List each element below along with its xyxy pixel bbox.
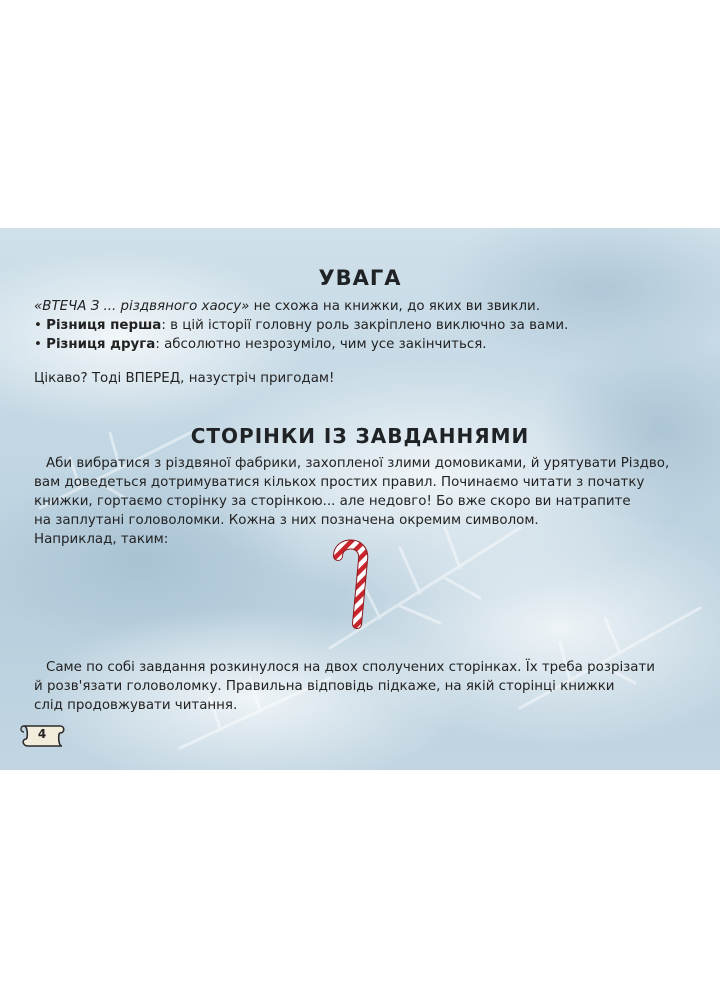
page-number: 4 <box>37 727 47 741</box>
paragraph-line: книжки, гортаємо сторінку за сторінкою... але недовго! Бо вже скоро ви натрапите <box>34 494 631 509</box>
paragraph-line: вам доведеться дотримуватися кількох простих правил. Починаємо читати з початку <box>34 475 645 490</box>
paragraph-line: Саме по собі завдання розкинулося на двох сполучених сторінках. Їх треба розрізати <box>46 660 655 675</box>
paragraph-line: на заплутані головоломки. Кожна з них позначена окремим символом. <box>34 513 539 528</box>
paragraph-line: слід продовжувати читання. <box>34 698 238 713</box>
book-title: «ВТЕЧА З ... різдвяного хаосу» <box>34 299 250 314</box>
candy-cane-icon <box>330 534 374 630</box>
attention-block <box>34 297 694 354</box>
paragraph-line: Аби вибратися з різдвяної фабрики, захопленої злими домовиками, й урятувати Різдво, <box>46 456 670 471</box>
paragraph-line: Наприклад, таким: <box>34 532 169 547</box>
tasks-paragraph-2 <box>34 658 694 715</box>
attention-title: УВАГА <box>318 266 402 290</box>
paragraph-line: й розв'язати головоломку. Правильна відповідь підкаже, на якій сторінці книжки <box>34 679 615 694</box>
difference-two: • Різниця друга: абсолютно незрозуміло, чим усе закінчиться. <box>34 337 487 352</box>
call-to-action: Цікаво? Тоді ВПЕРЕД, назустріч пригодам! <box>34 371 335 386</box>
intro-line: «ВТЕЧА З ... різдвяного хаосу» не схожа на книжки, до яких ви звикли. <box>34 299 540 314</box>
book-page <box>0 228 720 770</box>
tasks-title: СТОРІНКИ ІЗ ЗАВДАННЯМИ <box>190 424 530 448</box>
difference-one: • Різниця перша: в цій історії головну роль закріплено виключно за вами. <box>34 318 569 333</box>
